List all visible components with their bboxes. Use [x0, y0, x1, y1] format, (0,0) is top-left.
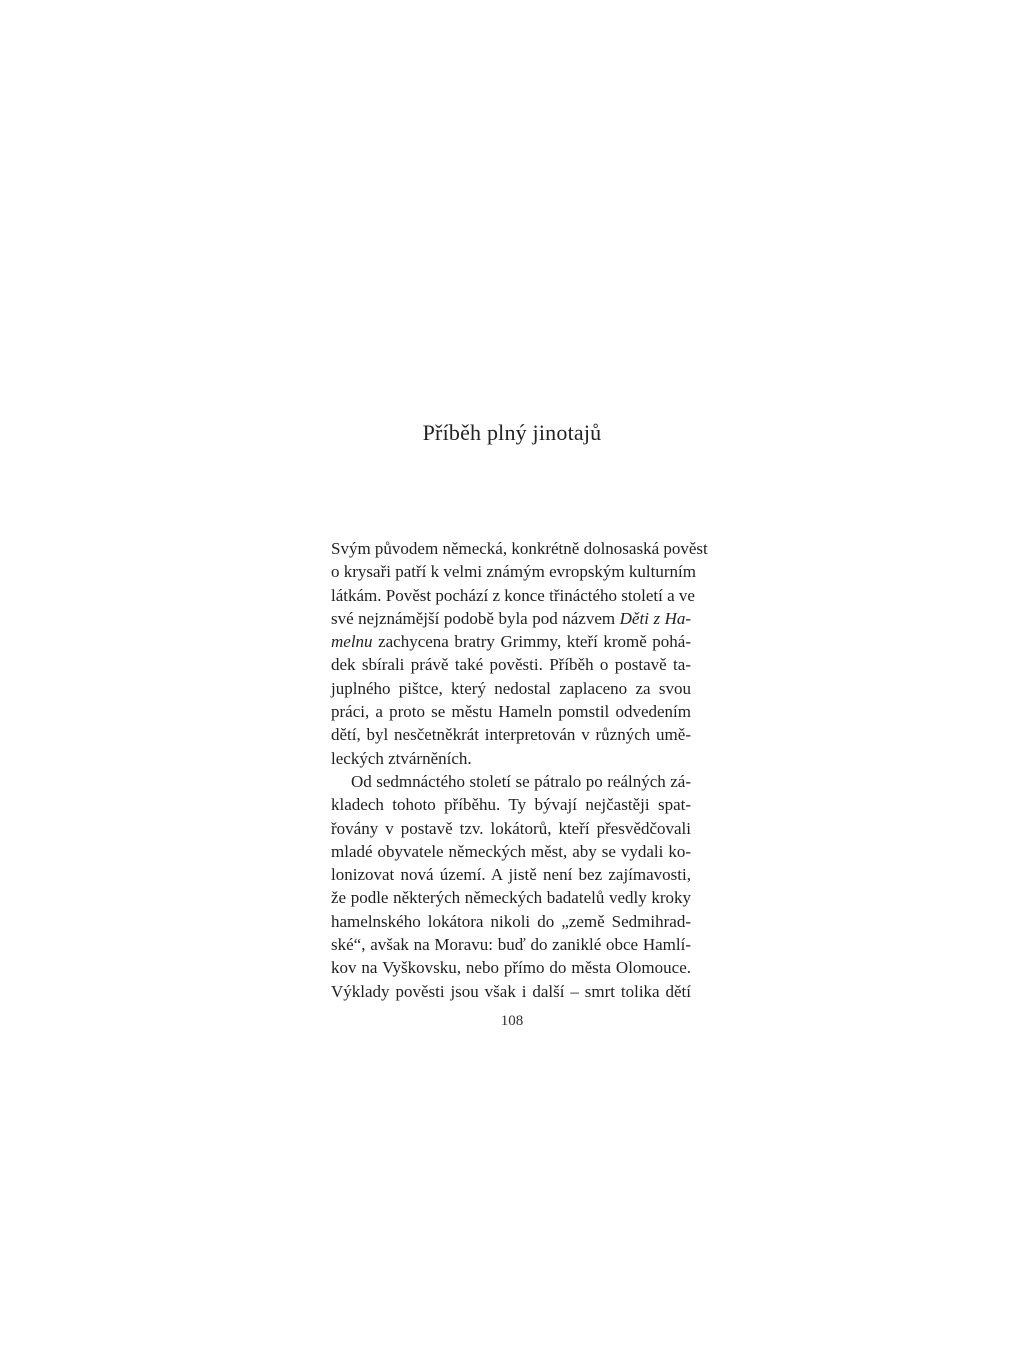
italic-book-title: melnu	[331, 632, 373, 652]
page-number: 108	[500, 1013, 524, 1029]
text-line: dek sbírali právě také pověsti. Příběh o postavě ta-	[331, 655, 691, 675]
text-line: Výklady pověsti jsou však i další – smrt tolika dětí	[331, 981, 691, 1001]
text-line: kladech tohoto příběhu. Ty bývají nejčastěji spat-	[331, 795, 691, 815]
text-line: juplného pištce, který nedostal zaplaceno za svou	[331, 678, 691, 698]
text-line: látkám. Pověst pochází z konce třináctého století a ve	[331, 585, 695, 605]
text-line: mladé obyvatele německých měst, aby se vydali ko-	[331, 841, 691, 861]
text-line: o krysaři patří k velmi známým evropským kulturním	[331, 562, 696, 582]
text-line: řovány v postavě tzv. lokátorů, kteří přesvědčovali	[331, 818, 691, 838]
text-segment: své nejznámější podobě byla pod názvem	[331, 608, 616, 628]
text-line: kov na Vyškovsku, nebo přímo do města Olomouce.	[331, 958, 691, 978]
text-line: hamelnského lokátora nikoli do „země Sedmihrad-	[331, 911, 691, 931]
text-line: dětí, byl nesčetněkrát interpretován v různých umě-	[331, 725, 691, 745]
body-text	[331, 537, 708, 1003]
text-line-with-title	[331, 607, 691, 630]
text-line: leckých ztvárněních.	[331, 748, 472, 768]
text-line: ské“, avšak na Moravu: buď do zaniklé obce Hamlí-	[331, 935, 691, 955]
text-segment: zachycena bratry Grimmy, kteří kromě pohá-	[378, 632, 692, 652]
text-line-paragraph-start: Od sedmnáctého století se pátralo po reálných zá-	[351, 771, 691, 791]
text-line: lonizovat nová území. A jistě není bez zajímavosti,	[331, 865, 691, 885]
italic-book-title: Děti z Ha-	[619, 608, 692, 628]
text-line-with-title	[331, 630, 691, 653]
text-line: Svým původem německá, konkrétně dolnosaská pověst	[331, 539, 708, 558]
text-line: že podle některých německých badatelů vedly kroky	[331, 888, 691, 908]
chapter-title: Příběh plný jinotajů	[422, 420, 602, 445]
text-line: práci, a proto se městu Hameln pomstil odvedením	[331, 702, 691, 722]
